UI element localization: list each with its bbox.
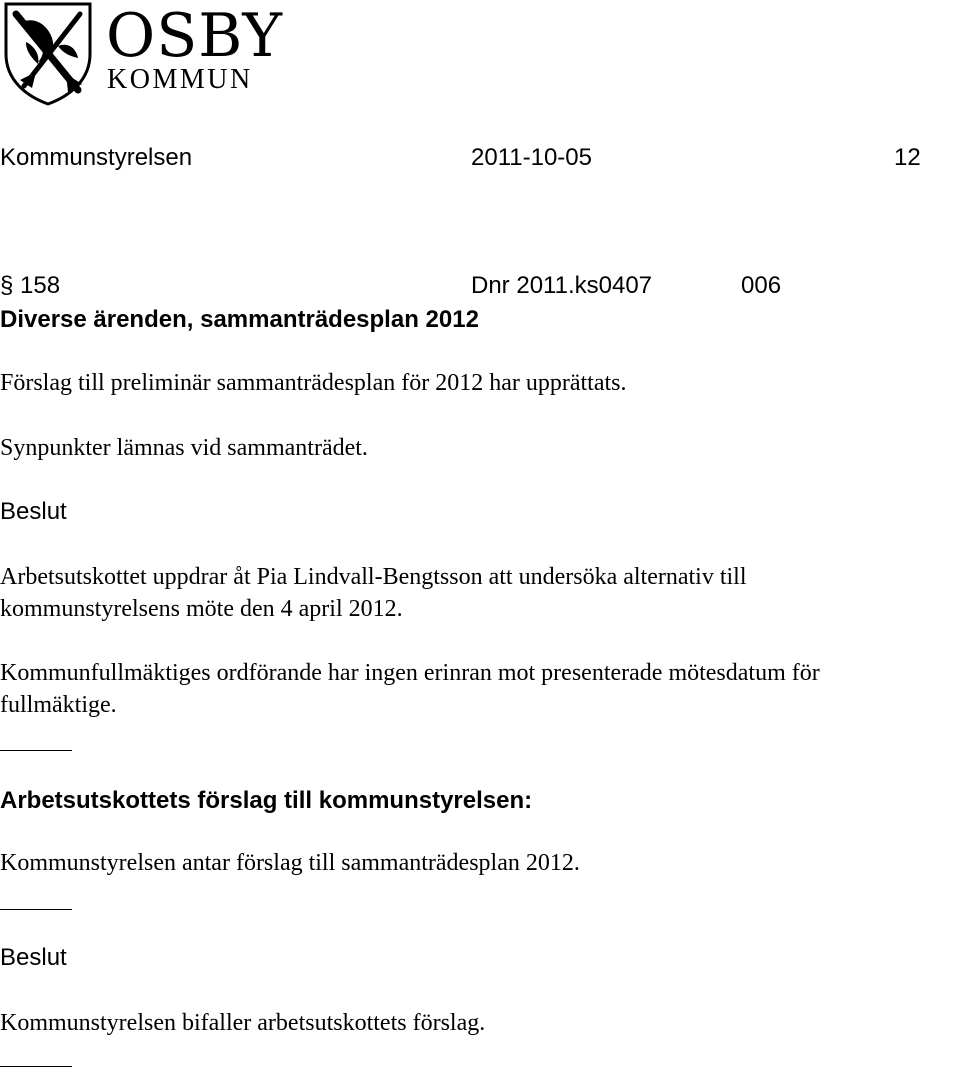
header-date: 2011-10-05 bbox=[471, 144, 592, 171]
final-decision-heading: Beslut bbox=[0, 944, 67, 971]
logo-subtitle: KOMMUN bbox=[107, 64, 253, 95]
decision-paragraph-1-line-2: kommunstyrelsens möte den 4 april 2012. bbox=[0, 596, 403, 622]
proposal-heading: Arbetsutskottets förslag till kommunstyrelsen: bbox=[0, 787, 533, 814]
section-number: § 158 bbox=[0, 272, 61, 299]
header-organization: Kommunstyrelsen bbox=[0, 144, 193, 171]
coat-of-arms-icon bbox=[2, 2, 94, 106]
logo-name: OSBY bbox=[106, 1, 283, 71]
proposal-text: Kommunstyrelsen antar förslag till sammanträdesplan 2012. bbox=[0, 850, 580, 876]
intro-line-2: Synpunkter lämnas vid sammanträdet. bbox=[0, 435, 368, 461]
decision-paragraph-1-line-1: Arbetsutskottet uppdrar åt Pia Lindvall-Bengtsson att undersöka alternativ till bbox=[0, 564, 747, 590]
separator-rule bbox=[0, 1066, 72, 1067]
decision-heading: Beslut bbox=[0, 498, 67, 525]
separator-rule bbox=[0, 750, 72, 751]
diary-number: Dnr 2011.ks0407 bbox=[471, 272, 653, 299]
decision-paragraph-2-line-2: fullmäktige. bbox=[0, 692, 117, 718]
osby-kommun-logo bbox=[2, 1, 283, 108]
final-decision-text: Kommunstyrelsen bifaller arbetsutskottets förslag. bbox=[0, 1010, 486, 1036]
decision-paragraph-2-line-1: Kommunfullmäktiges ordförande har ingen erinran mot presenterade mötesdatum för bbox=[0, 660, 820, 686]
intro-line-1: Förslag till preliminär sammanträdesplan för 2012 har upprättats. bbox=[0, 370, 627, 396]
case-code: 006 bbox=[741, 272, 782, 299]
header-page-number: 12 bbox=[894, 144, 921, 171]
separator-rule bbox=[0, 909, 72, 910]
item-title: Diverse ärenden, sammanträdesplan 2012 bbox=[0, 306, 479, 333]
